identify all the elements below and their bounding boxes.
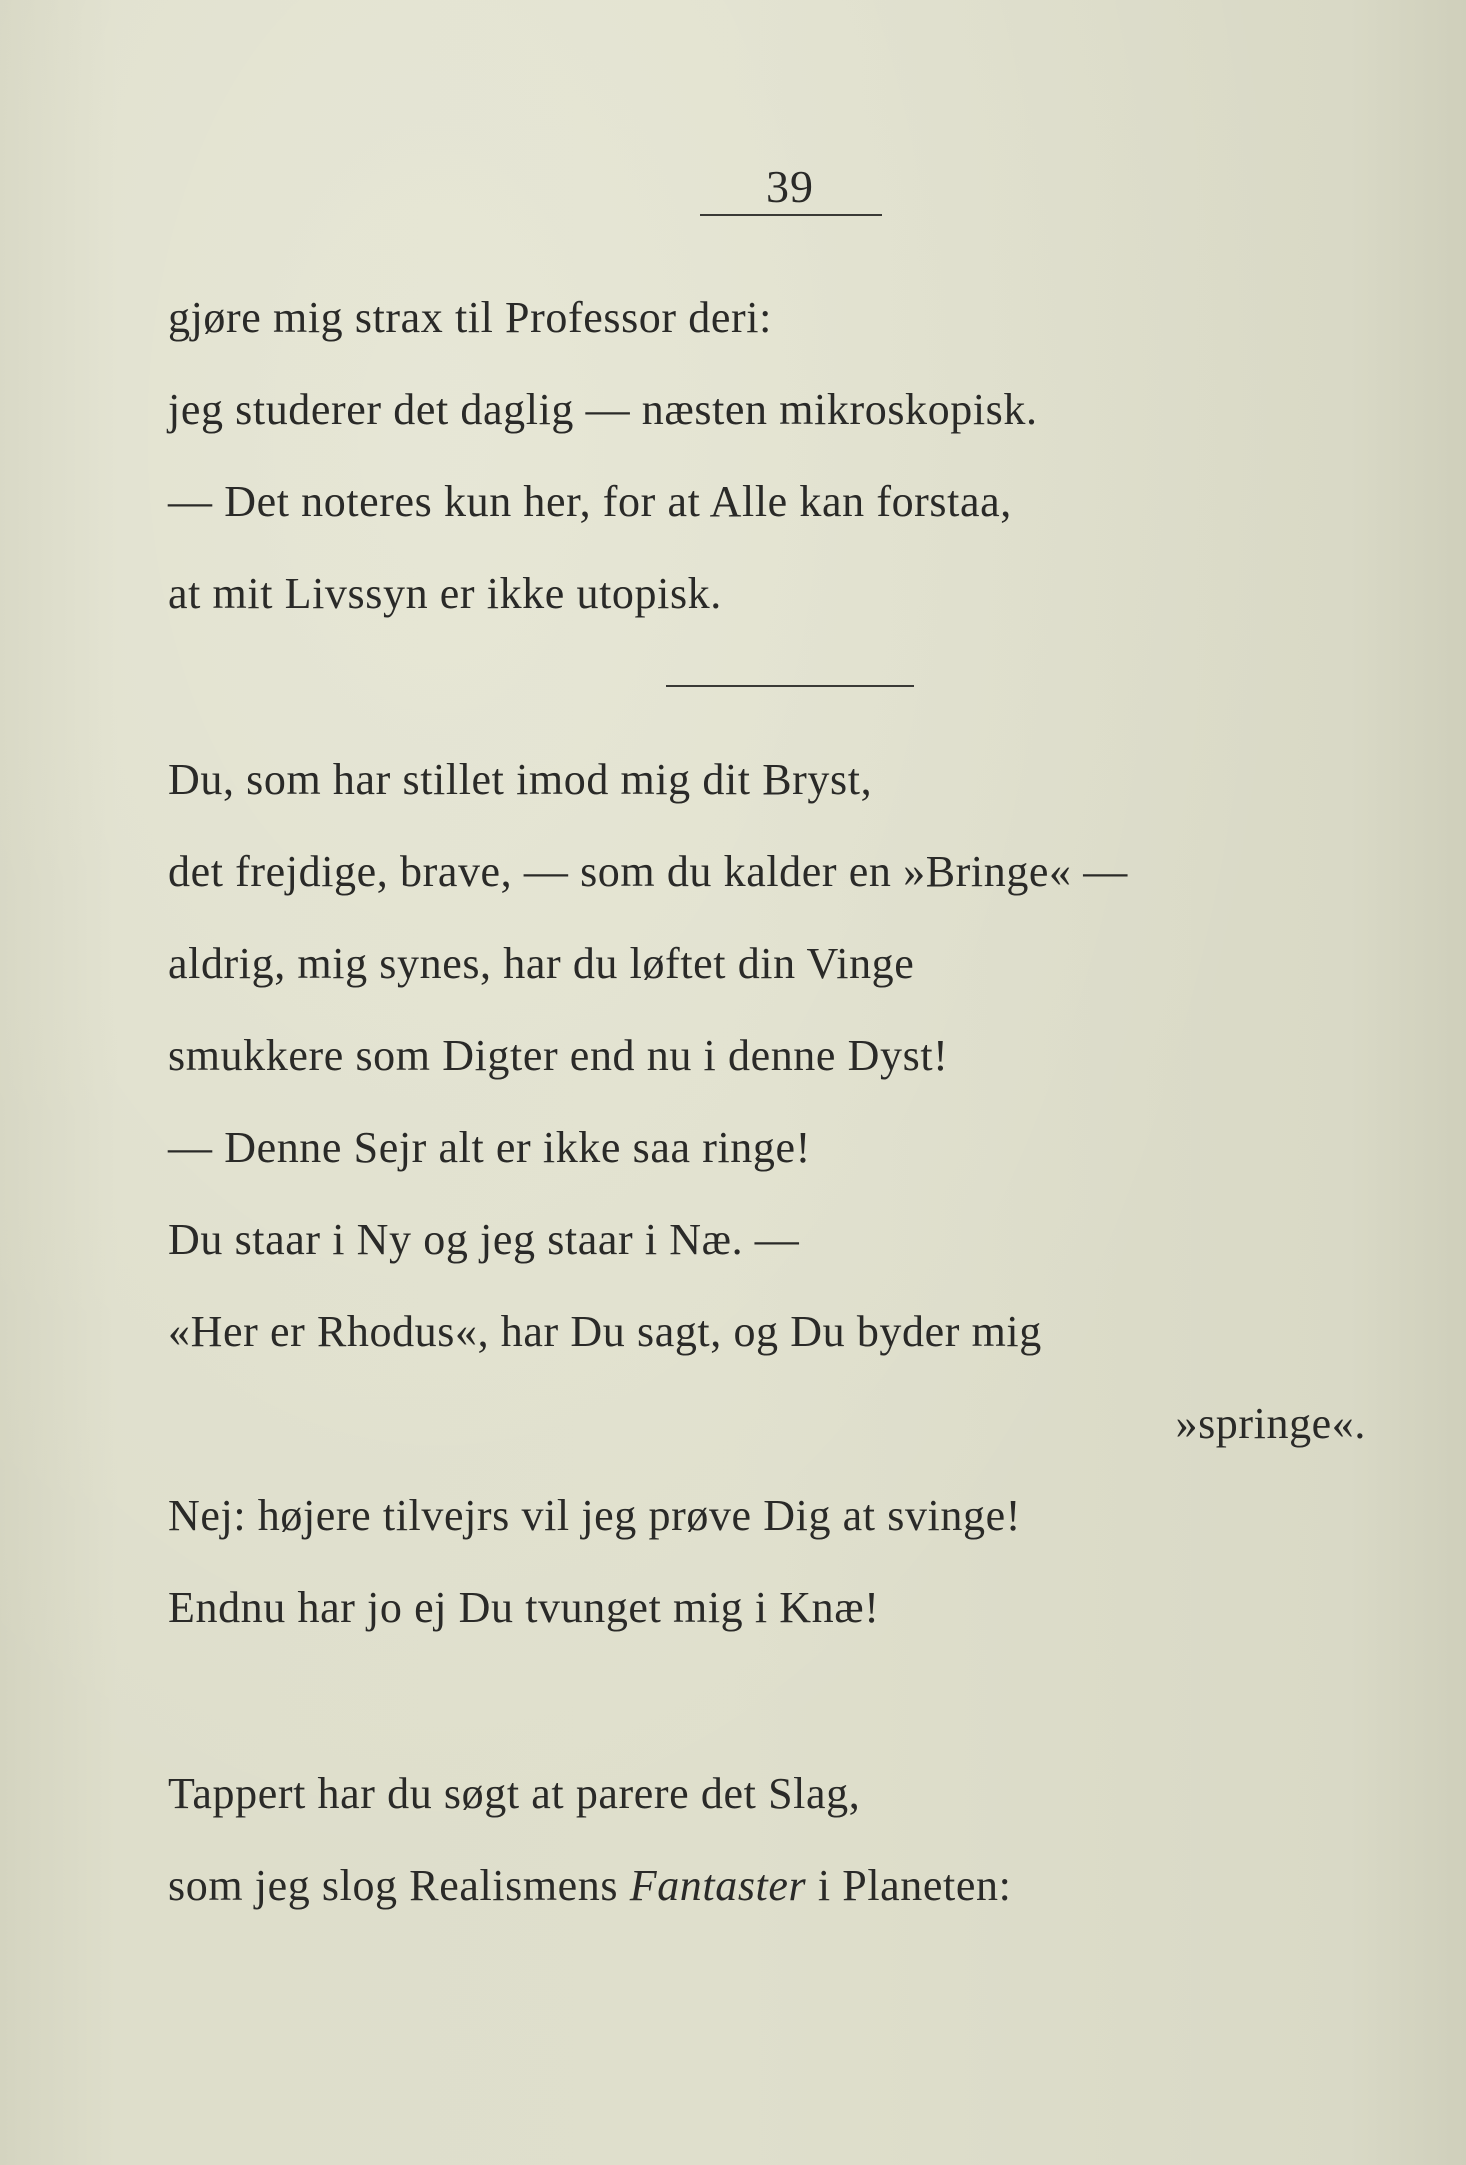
- emphasized-word: Fantaster: [629, 1861, 807, 1910]
- text-line: jeg studerer det daglig — næsten mikroskopisk.: [168, 385, 1038, 434]
- text-line: Nej: højere tilvejrs vil jeg prøve Dig at svinge!: [168, 1491, 1021, 1540]
- text-line: Tappert har du søgt at parere det Slag,: [168, 1769, 861, 1818]
- text-line: aldrig, mig synes, har du løftet din Vinge: [168, 939, 915, 988]
- section-divider: [666, 685, 914, 687]
- text-segment: i Planeten:: [806, 1861, 1012, 1910]
- text-line-final: [168, 1861, 1012, 1910]
- text-line: — Denne Sejr alt er ikke saa ringe!: [168, 1123, 811, 1172]
- text-segment: som jeg slog Realismens: [168, 1861, 630, 1910]
- text-line-continuation: »springe«.: [1175, 1399, 1366, 1448]
- page-number: 39: [766, 161, 814, 212]
- text-line: — Det noteres kun her, for at Alle kan forstaa,: [168, 477, 1012, 526]
- text-line: Endnu har jo ej Du tvunget mig i Knæ!: [168, 1583, 880, 1632]
- text-line: Du, som har stillet imod mig dit Bryst,: [168, 755, 873, 804]
- text-line: Du staar i Ny og jeg staar i Næ. —: [168, 1215, 800, 1264]
- text-line: det frejdige, brave, — som du kalder en »Bringe« —: [168, 847, 1128, 896]
- text-line: «Her er Rhodus«, har Du sagt, og Du byder mig: [168, 1307, 1042, 1356]
- page-number-underline: [700, 214, 882, 216]
- text-line: gjøre mig strax til Professor deri:: [168, 293, 772, 342]
- text-line: at mit Livssyn er ikke utopisk.: [168, 569, 722, 618]
- text-line: smukkere som Digter end nu i denne Dyst!: [168, 1031, 949, 1080]
